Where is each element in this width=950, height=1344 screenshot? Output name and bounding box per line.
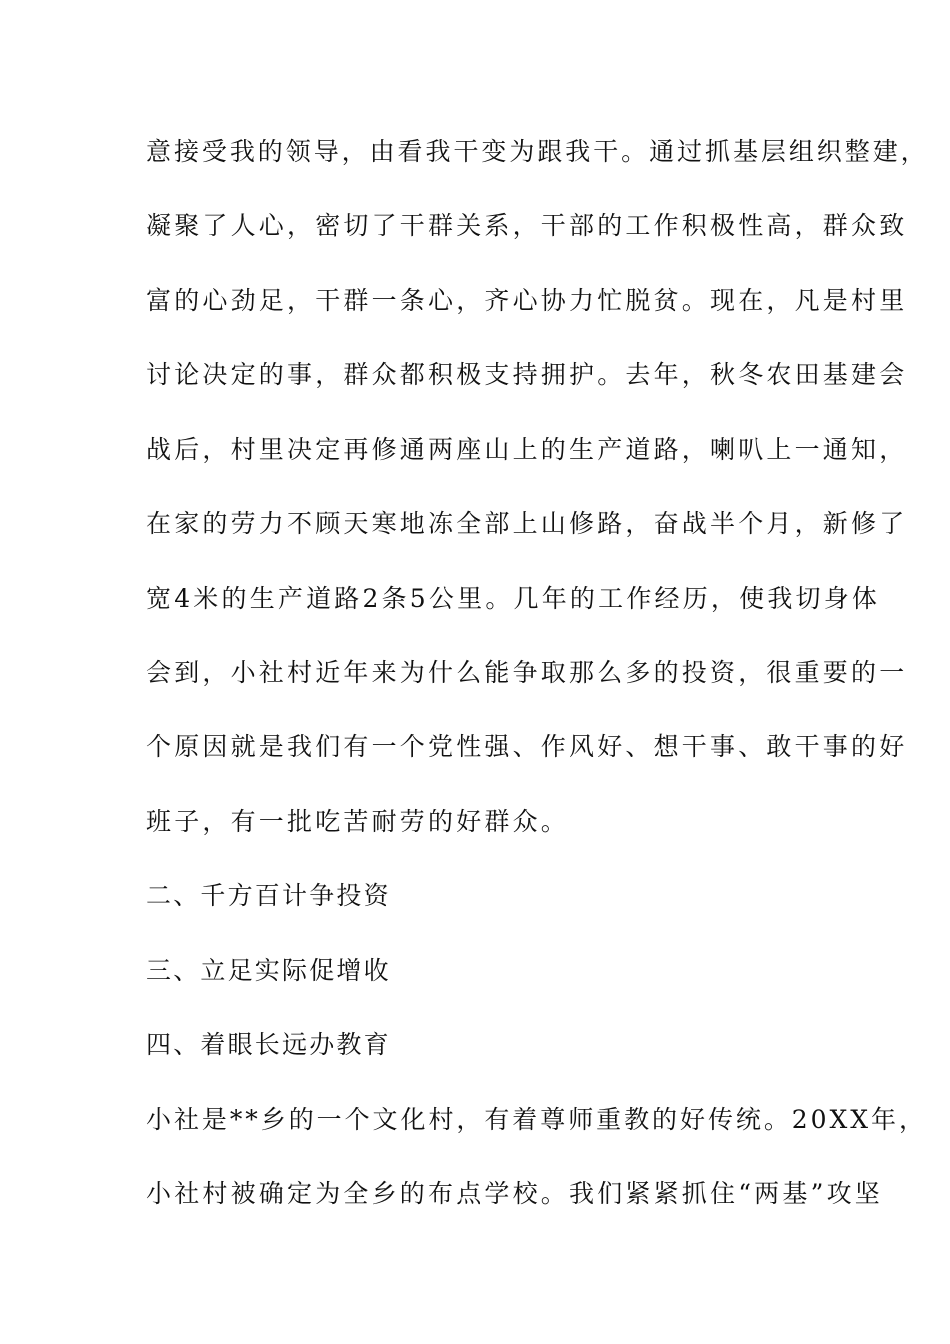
paragraph-line-8: 会到，小社村近年来为什么能争取那么多的投资，很重要的一 — [146, 658, 908, 687]
paragraph-line-12: 小社村被确定为全乡的布点学校。我们紧紧抓住“两基”攻坚 — [146, 1179, 883, 1208]
paragraph-line-11: 小社是**乡的一个文化村，有着尊师重教的好传统。20XX年， — [146, 1105, 927, 1134]
section-heading-3: 三、立足实际促增收 — [146, 956, 391, 985]
paragraph-line-1: 意接受我的领导，由看我干变为跟我干。通过抓基层组织整建， — [146, 137, 929, 166]
paragraph-line-4: 讨论决定的事，群众都积极支持拥护。去年，秋冬农田基建会 — [146, 360, 908, 389]
paragraph-line-5: 战后，村里决定再修通两座山上的生产道路，喇叭上一通知， — [146, 435, 908, 464]
paragraph-line-6: 在家的劳力不顾天寒地冻全部上山修路，奋战半个月，新修了 — [146, 509, 908, 538]
paragraph-line-2: 凝聚了人心，密切了干群关系，干部的工作积极性高，群众致 — [146, 211, 908, 240]
paragraph-line-9: 个原因就是我们有一个党性强、作风好、想干事、敢干事的好 — [146, 732, 908, 761]
paragraph-line-3: 富的心劲足，干群一条心，齐心协力忙脱贫。现在，凡是村里 — [146, 286, 908, 315]
section-heading-2: 二、千方百计争投资 — [146, 881, 391, 910]
paragraph-line-7: 宽4米的生产道路2条5公里。几年的工作经历，使我切身体 — [146, 584, 881, 613]
section-heading-4: 四、着眼长远办教育 — [146, 1030, 391, 1059]
paragraph-line-10: 班子，有一批吃苦耐劳的好群众。 — [146, 807, 570, 836]
